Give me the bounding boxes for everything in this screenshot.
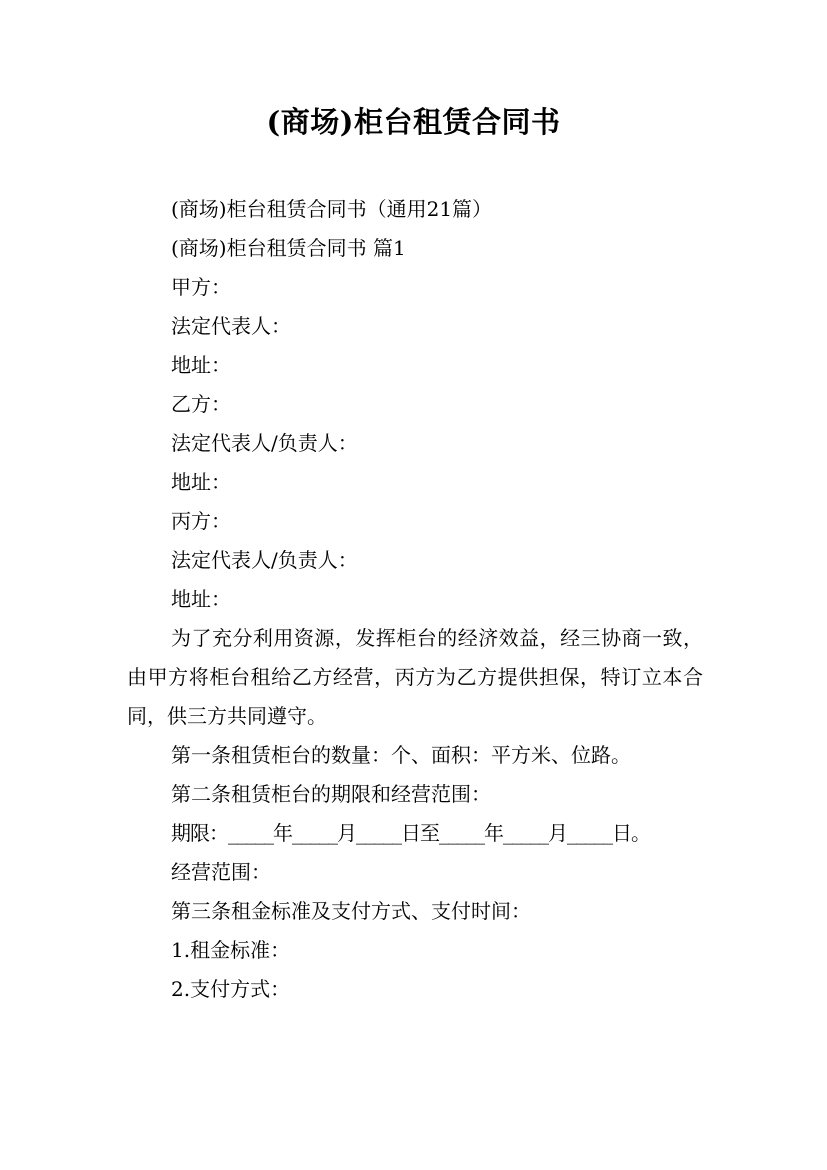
paragraph-party-c: 丙方： <box>171 509 231 533</box>
paragraph-article-2: 第二条租赁柜台的期限和经营范围： <box>171 782 491 806</box>
paragraph-section-heading: (商场)柜台租赁合同书 篇1 <box>171 236 406 260</box>
paragraph-preamble: 为了充分利用资源，发挥柜台的经济效益，经三协商一致，由甲方将柜台租给乙方经营，丙方为乙方提供担保，特订立本合同，供三方共同遵守。 <box>127 626 703 728</box>
paragraph-party-b-address: 地址： <box>171 470 231 494</box>
paragraph-term: 期限：_____年_____月_____日至_____年_____月_____日。 <box>171 821 650 845</box>
document-body <box>127 190 703 1009</box>
paragraph-party-c-address: 地址： <box>171 587 231 611</box>
paragraph-party-a-representative: 法定代表人： <box>171 314 291 338</box>
paragraph-payment-method: 2.支付方式： <box>171 977 291 1001</box>
paragraph-article-1: 第一条租赁柜台的数量：个、面积：平方米、位路。 <box>171 743 631 767</box>
document-title: (商场)柜台租赁合同书 <box>266 105 561 139</box>
paragraph-business-scope: 经营范围： <box>171 860 271 884</box>
paragraph-subtitle: (商场)柜台租赁合同书（通用21篇） <box>171 197 493 221</box>
paragraph-article-3: 第三条租金标准及支付方式、支付时间： <box>171 899 531 923</box>
paragraph-party-b-representative: 法定代表人/负责人： <box>171 431 358 455</box>
paragraph-party-c-representative: 法定代表人/负责人： <box>171 548 358 572</box>
paragraph-party-b: 乙方： <box>171 392 231 416</box>
paragraph-rent-standard: 1.租金标准： <box>171 938 291 962</box>
paragraph-party-a-address: 地址： <box>171 353 231 377</box>
paragraph-party-a: 甲方： <box>171 275 231 299</box>
